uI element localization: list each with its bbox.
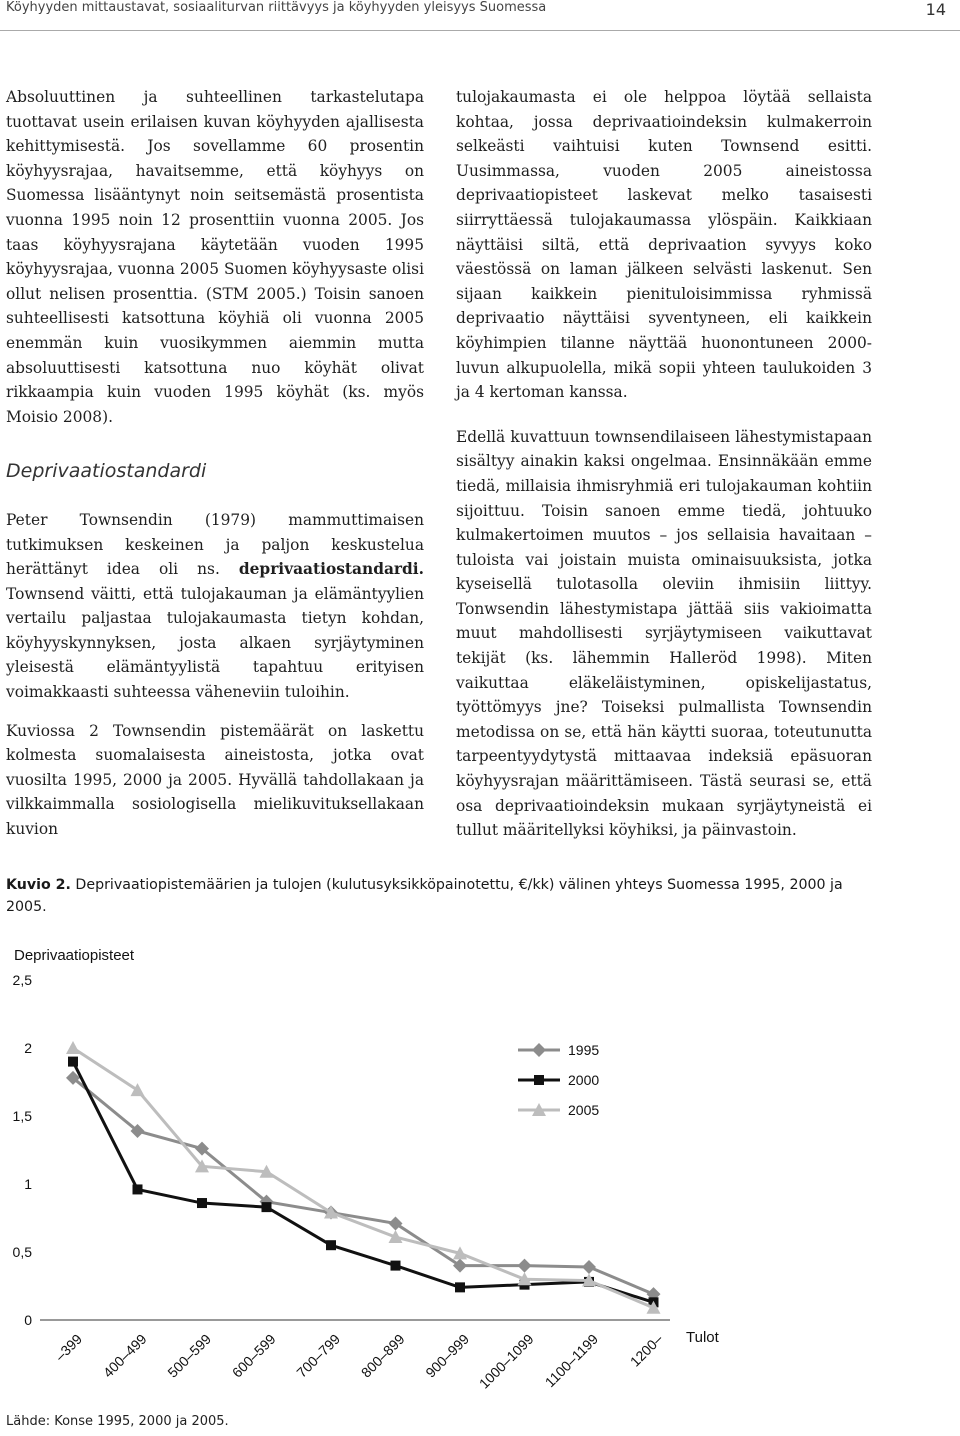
x-tick-label: 400–499 <box>99 1330 150 1381</box>
x-tick-label: –399 <box>51 1330 86 1365</box>
y-tick-label: 2,5 <box>12 972 32 988</box>
y-tick-label: 0 <box>24 1312 32 1328</box>
x-tick-label: 1100–1199 <box>541 1330 602 1391</box>
figure-source: Lähde: Konse 1995, 2000 ja 2005. <box>6 1414 229 1429</box>
paragraph: Kuviossa 2 Townsendin pistemäärät on laskettu kolmesta suomalaisesta aineistosta, jotka ovat vuosilta 1995, 2000 ja 2005. Hyvällä tahdollakaan ja vilkkaimmalla sosiologisella mielikuvituksellakaan kuvion <box>6 721 424 839</box>
data-point-1995 <box>582 1260 596 1274</box>
right-column <box>456 85 872 857</box>
page-number: 14 <box>925 0 946 19</box>
header-rule <box>0 30 960 31</box>
data-point-2000 <box>326 1240 336 1250</box>
figure-caption <box>6 874 856 918</box>
paragraph <box>6 508 424 705</box>
y-axis-label: Deprivaatiopisteet <box>14 947 135 964</box>
legend-label: 2000 <box>568 1072 600 1088</box>
y-tick-label: 1,5 <box>12 1108 32 1124</box>
data-point-2000 <box>197 1198 207 1208</box>
paragraph-text: Peter Townsendin (1979) mammuttimaisen tutkimuksen keskeinen ja paljon keskustelua herättänyt idea oli ns. <box>6 510 424 579</box>
data-point-2005 <box>131 1083 145 1096</box>
data-point-1995 <box>518 1259 532 1273</box>
legend-label: 2005 <box>568 1102 600 1118</box>
x-tick-label: 600–599 <box>228 1330 279 1381</box>
data-point-2000 <box>455 1282 465 1292</box>
figure-caption-text: Deprivaatiopistemäärien ja tulojen (kulutusyksikköpainotettu, €/kk) välinen yhteys Suomessa 1995, 2000 ja 2005. <box>6 877 843 915</box>
data-point-2005 <box>66 1041 80 1054</box>
y-tick-label: 1 <box>24 1176 32 1192</box>
x-tick-label: 1200– <box>626 1330 666 1370</box>
x-tick-label: 700–799 <box>293 1330 344 1381</box>
x-tick-label: 500–599 <box>164 1330 215 1381</box>
data-point-2000 <box>68 1057 78 1067</box>
bold-term: deprivaatiostandardi. <box>238 560 424 579</box>
x-tick-label: 1000–1099 <box>475 1330 537 1392</box>
series-line-2005 <box>73 1048 654 1308</box>
x-tick-label: 900–999 <box>422 1330 473 1381</box>
legend-marker-2000 <box>534 1075 544 1085</box>
legend-label: 1995 <box>568 1042 600 1058</box>
line-chart <box>0 930 960 1410</box>
left-column <box>6 85 424 856</box>
data-point-2000 <box>391 1261 401 1271</box>
legend-marker-1995 <box>532 1043 546 1057</box>
paragraph: Absoluuttinen ja suhteellinen tarkastelutapa tuottavat usein erilaisen kuvan köyhyyden ajallisesta kehittymisestä. Jos sovellamme 60 prosentin köyhyysrajaa, havaitsemme, että köyhyys on Suomessa lisääntynyt noin seitsemästä prosentista vuonna 1995 noin 12 prosenttiin vuonna 2005. Jos taas köyhyysrajana käytetään vuoden 1995 köyhyysrajaa, vuonna 2005 Suomen köyhyysaste olisi ollut nelisen prosenttia. (STM 2005.) Toisin sanoen suhteellisesti katsottuna köyhiä oli vuonna 2005 enemmän kuin vuosikymmen aiemmin mutta absoluuttisesti katsottuna nuo köyhät olivat rikkaampia kuin vuoden 1995 köyhät (ks. myös Moisio 2008). <box>6 88 424 426</box>
series-line-1995 <box>73 1078 654 1294</box>
x-axis-label: Tulot <box>686 1329 719 1346</box>
paragraph: tulojakaumasta ei ole helppoa löytää sellaista kohtaa, jossa deprivaatioindeksin kulmakerroin selkeästi vaihtuisi kuten Townsend esitti. Uusimmassa, vuoden 2005 aineistossa deprivaatiopisteet laskevat melko tasaisesti siirryttäessä tulojakaumassa ylöspäin. Kaikkiaan näyttäisi siltä, että deprivaation syvyys koko väestössä on laman jälkeen selvästi laskenut. Sen sijaan kaikkein pienituloisimmissa ryhmissä deprivaatio näyttäisi syventyneen, eli kaikkein köyhimpien tilanne näyttää huonontuneen 2000-luvun alkupuolella, mikä sopii yhteen taulukoiden 3 ja 4 kertoman kanssa. <box>456 88 872 402</box>
figure-label: Kuvio 2. <box>6 877 71 893</box>
x-tick-label: 800–899 <box>357 1330 408 1381</box>
y-tick-label: 2 <box>24 1040 32 1056</box>
data-point-2000 <box>133 1184 143 1194</box>
paragraph-text: Townsend väitti, että tulojakauman ja elämäntyylien vertailu paljastaa tulojakaumasta tietyn kohdan, köyhyyskynnyksen, josta alkaen syrjäytyminen yleisestä elämäntyylistä tapahtuu erityisen voimakkaasti suhteessa väheneviin tuloihin. <box>6 584 424 702</box>
paragraph: Edellä kuvattuun townsendilaiseen lähestymistapaan sisältyy ainakin kaksi ongelmaa. Ensinnäkään emme tiedä, millaisia ihmisryhmiä eri tulojakauman kohtiin sijoittuu. Toisin sanoen emme tiedä, johtuuko kulmakertoimen muutos – jos sellaisia havaitaan – tuloista vai joistain muista ominaisuuksista, jotka kyseisellä tulotasolla oleviin ihmisiin liittyy. Tonwsendin lähestymistapa jättää siis vakioimatta muut mahdollisesti syrjäytymiseen vaikuttavat tekijät (ks. lähemmin Halleröd 1998). Miten vaikuttaa eläkeläistyminen, opiskelijastatus, työttömyys jne? Toiseksi pulmallista Townsendin metodissa on se, että hän käytti suoraa, toteutunutta tarpeentyydytystä mittaavaa indeksiä epäsuoran köyhyysrajan määrittämiseen. Tästä seurasi se, että osa deprivaatioindeksin mukaan syrjäytyneistä ei tullut määritellyksi köyhiksi, ja päinvastoin. <box>456 427 872 840</box>
running-header: Köyhyyden mittaustavat, sosiaaliturvan riittävyys ja köyhyyden yleisyys Suomessa <box>6 0 547 15</box>
data-point-2000 <box>262 1202 272 1212</box>
section-heading: Deprivaatiostandardi <box>6 460 207 483</box>
y-tick-label: 0,5 <box>12 1244 32 1260</box>
